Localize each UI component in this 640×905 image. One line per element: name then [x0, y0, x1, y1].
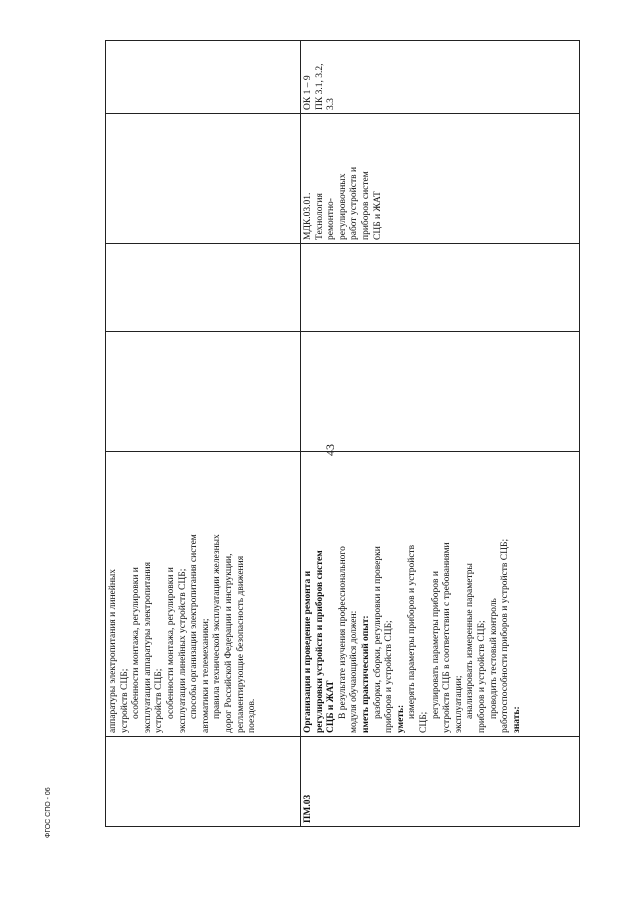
page-number: 43	[323, 444, 337, 456]
content-line: дорог Российской Федерации и инструкции,	[223, 553, 234, 733]
mdk-line: приборов систем	[360, 171, 371, 240]
content-line: уметь:	[395, 704, 406, 733]
rotated-table-container	[105, 41, 580, 827]
competency-line: ОК 1 – 9	[303, 75, 313, 110]
mdk-line: Технология	[314, 193, 325, 240]
content-line: устройств СЦБ;	[154, 668, 165, 733]
content-line: приборов и устройств СЦБ;	[476, 620, 487, 733]
mdk-line: ремонтно-	[326, 198, 337, 240]
content-line: устройств СЦБ;	[119, 668, 130, 733]
footer-document-code: ФГОС СПО - 06	[45, 787, 52, 838]
mdk-line: МДК.03.01.	[303, 192, 313, 240]
content-line: работоспособности приборов и устройств СЦБ;	[500, 538, 511, 733]
content-line: модуля обучающийся должен:	[349, 610, 360, 733]
content-line: Организация и проведение ремонта и	[303, 570, 313, 733]
hours-cell	[106, 244, 301, 332]
content-line: приборов и устройств СЦБ;	[384, 620, 395, 733]
hours-cell	[106, 332, 301, 452]
competencies-cell	[301, 41, 580, 114]
mdk-cell	[106, 114, 301, 244]
content-line: регулировки устройств и приборов систем	[314, 550, 325, 733]
table-row	[301, 41, 580, 827]
content-line: правила технической эксплуатации железных	[212, 534, 223, 719]
competencies-cell	[106, 41, 301, 114]
content-line: способы организации электропитания систем	[189, 534, 200, 719]
content-line: эксплуатации аппаратуры электропитания	[142, 562, 153, 733]
module-code-cell	[106, 737, 301, 827]
mdk-line: СЦБ и ЖАТ	[372, 191, 383, 240]
content-line: анализировать измеренные параметры	[465, 563, 476, 719]
content-line: особенности монтажа, регулировки и	[165, 567, 176, 719]
content-line: устройств СЦБ в соответствии с требованиями	[442, 542, 453, 733]
hours-cell	[301, 332, 580, 452]
content-line: разборки, сборки, регулировки и проверки	[372, 546, 383, 719]
curriculum-table	[105, 40, 580, 827]
content-line: аппаратуры электропитания и линейных	[108, 568, 118, 733]
content-line: автоматики и телемеханики;	[200, 618, 211, 733]
competency-line: 3.3	[326, 98, 337, 110]
content-line: СЦБ;	[418, 711, 429, 733]
content-line: измерять параметры приборов и устройств	[407, 544, 418, 719]
hours-cell	[301, 244, 580, 332]
content-line: В результате изучения профессионального	[337, 546, 348, 719]
content-line: знать:	[511, 706, 522, 733]
content-line: регламентирующие безопасность движения	[235, 555, 246, 733]
module-code-cell: ПМ.03	[301, 737, 580, 827]
module-content-cell	[106, 452, 301, 737]
content-line: иметь практический опыт:	[360, 615, 371, 733]
mdk-cell	[301, 114, 580, 244]
mdk-line: работ устройств и	[349, 166, 360, 240]
table-row	[106, 41, 301, 827]
content-line: регулировать параметры приборов и	[430, 571, 441, 719]
competency-line: ПК 3.1, 3.2,	[314, 63, 325, 110]
module-content-cell	[301, 452, 580, 737]
content-line: эксплуатации;	[453, 675, 464, 733]
content-line: проводить тестовый контроль	[488, 598, 499, 719]
mdk-line: регулировочных	[337, 173, 348, 240]
content-line: эксплуатации линейных устройств СЦБ;	[177, 568, 188, 733]
content-line: поездов.	[247, 698, 258, 733]
content-line: СЦБ и ЖАТ	[326, 680, 337, 733]
content-line: особенности монтажа, регулировки и	[131, 567, 142, 719]
